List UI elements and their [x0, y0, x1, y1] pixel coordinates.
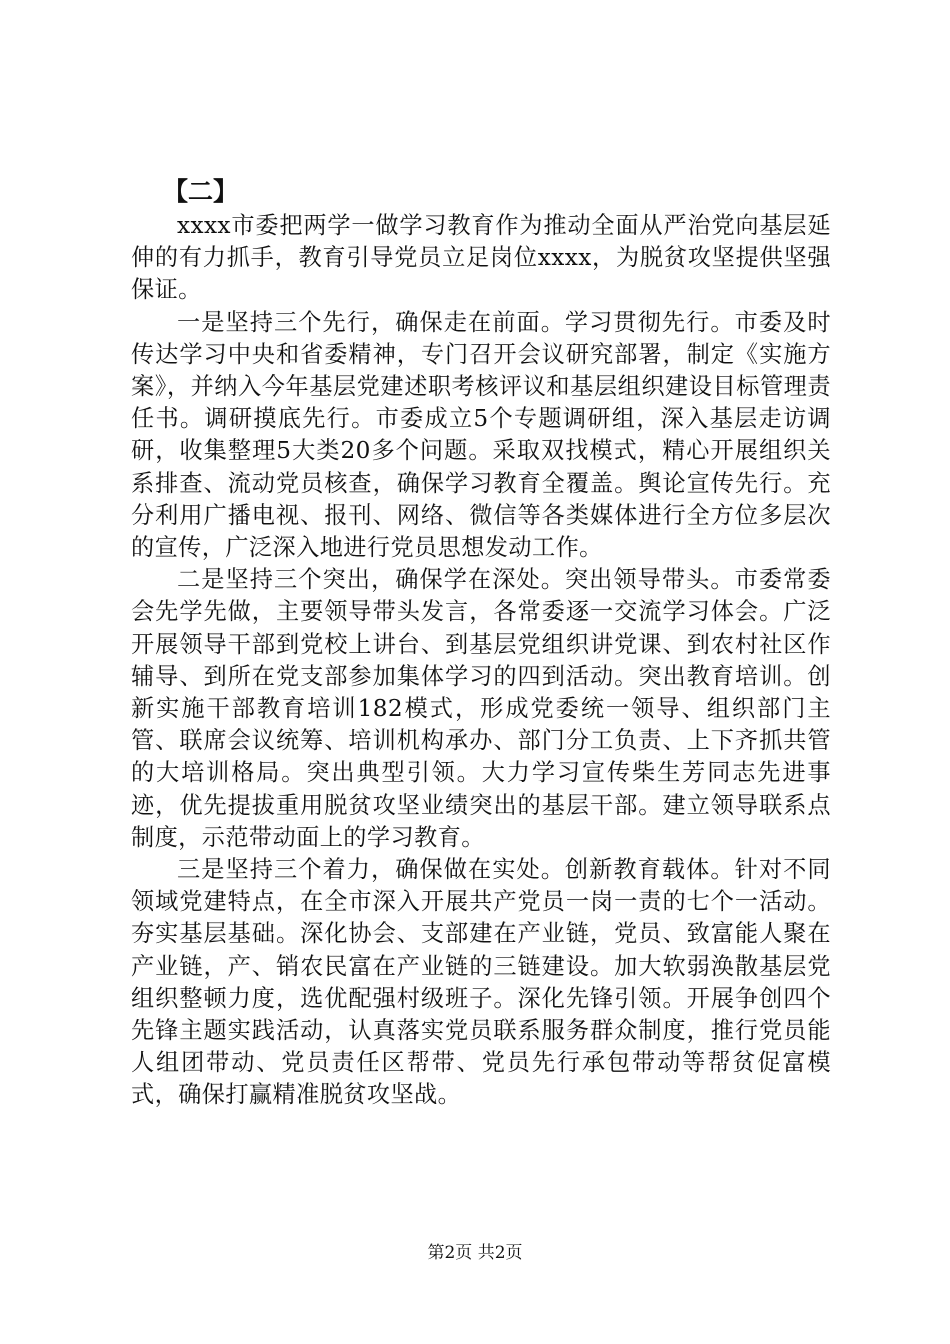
intro-paragraph: xxxx市委把两学一做学习教育作为推动全面从严治党向基层延伸的有力抓手，教育引导党员立足岗位xxxx，为脱贫攻坚提供坚强保证。: [131, 212, 831, 304]
paragraph-third-point: 三是坚持三个着力，确保做在实处。创新教育载体。针对不同领域党建特点，在全市深入开展共产党员一岗一责的七个一活动。夯实基层基础。深化协会、支部建在产业链，党员、致富能人聚在产业链，产、销农民富在产业链的三链建设。加大软弱涣散基层党组织整顿力度，选优配强村级班子。深化先锋引领。开展争创四个先锋主题实践活动，认真落实党员联系服务群众制度，推行党员能人组团带动、党员责任区帮带、党员先行承包带动等帮贫促富模式，确保打赢精准脱贫攻坚战。: [131, 856, 831, 1109]
paragraph-second-point: 二是坚持三个突出，确保学在深处。突出领导带头。市委常委会先学先做，主要领导带头发言，各常委逐一交流学习体会。广泛开展领导干部到党校上讲台、到基层党组织讲党课、到农村社区作辅导、到所在党支部参加集体学习的四到活动。突出教育培训。创新实施干部教育培训182模式，形成党委统一领导、组织部门主管、联席会议统筹、培训机构承办、部门分工负责、上下齐抓共管的大培训格局。突出典型引领。大力学习宣传柴生芳同志先进事迹，优先提拔重用脱贫攻坚业绩突出的基层干部。建立领导联系点制度，示范带动面上的学习教育。: [131, 566, 831, 851]
section-heading: 【二】: [163, 177, 239, 206]
page-footer: 第2页 共2页: [427, 1243, 523, 1263]
paragraph-first-point: 一是坚持三个先行，确保走在前面。学习贯彻先行。市委及时传达学习中央和省委精神，专门召开会议研究部署，制定《实施方案》，并纳入今年基层党建述职考核评议和基层组织建设目标管理责任书。调研摸底先行。市委成立5个专题调研组，深入基层走访调研，收集整理5大类20多个问题。采取双找模式，精心开展组织关系排查、流动党员核查，确保学习教育全覆盖。舆论宣传先行。充分利用广播电视、报刊、网络、微信等各类媒体进行全方位多层次的宣传，广泛深入地进行党员思想发动工作。: [131, 308, 831, 562]
document-body: [131, 174, 831, 1112]
